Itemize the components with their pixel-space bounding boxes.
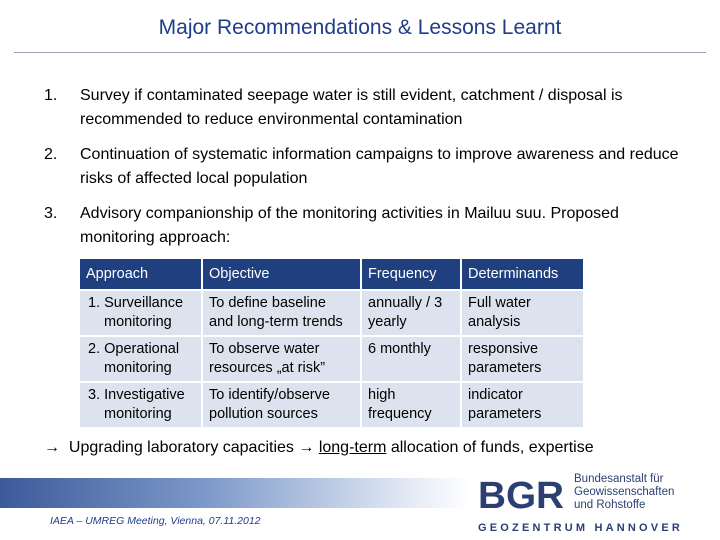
table-header-row [80,259,583,289]
header-approach: Approach [80,259,201,289]
cell-frequency: high frequency [362,383,460,427]
institution-line: und Rohstoffe [574,499,646,511]
item-text: Survey if contaminated seepage water is still evident, catchment / disposal is recommended to reduce environmental contamination [80,87,623,128]
monitoring-table [78,257,585,429]
item-number: 2. [44,146,58,163]
slide-title: Major Recommendations & Lessons Learnt [158,16,562,39]
institution-line: Bundesanstalt für [574,473,664,485]
item-number: 3. [44,205,58,222]
institution-line: Geowissenschaften [574,486,675,498]
cell-approach: 3. Investigative monitoring [80,383,201,427]
arrow-right-icon: → [298,439,315,456]
conclusion-underlined: long-term [318,439,387,456]
cell-approach: 1. Surveillance monitoring [80,291,201,335]
cell-frequency: 6 monthly [362,337,460,381]
geozentrum-tagline: GEOZENTRUM HANNOVER [478,522,684,534]
footer-text: IAEA – UMREG Meeting, Vienna, 07.11.2012 [50,515,261,527]
item-text: Continuation of systematic information campaigns to improve awareness and reduce risks of affected local population [80,146,679,187]
institution-name [574,473,674,512]
conclusion-part-2: allocation of funds, expertise [390,439,594,456]
conclusion-line [44,439,594,457]
header-objective: Objective [203,259,360,289]
header-determinands: Determinands [462,259,583,289]
cell-frequency: annually / 3 yearly [362,291,460,335]
table-row [80,383,583,427]
conclusion-part-1: Upgrading laboratory capacities [68,439,294,456]
footer-gradient-band [0,478,470,508]
arrow-right-icon: → [44,439,60,456]
cell-objective: To observe water resources „at risk” [203,337,360,381]
cell-determinands: indicator parameters [462,383,583,427]
cell-objective: To define baseline and long-term trends [203,291,360,335]
item-number: 1. [44,87,58,104]
bgr-logo-text: BGR [478,475,564,514]
cell-objective: To identify/observe pollution sources [203,383,360,427]
item-text: Advisory companionship of the monitoring activities in Mailuu suu. Proposed monitoring approach: [80,205,619,246]
cell-determinands: responsive parameters [462,337,583,381]
cell-determinands: Full water analysis [462,291,583,335]
header-frequency: Frequency [362,259,460,289]
table-row [80,291,583,335]
bgr-logo [476,474,566,514]
title-divider [14,52,706,53]
cell-approach: 2. Operational monitoring [80,337,201,381]
table-row [80,337,583,381]
